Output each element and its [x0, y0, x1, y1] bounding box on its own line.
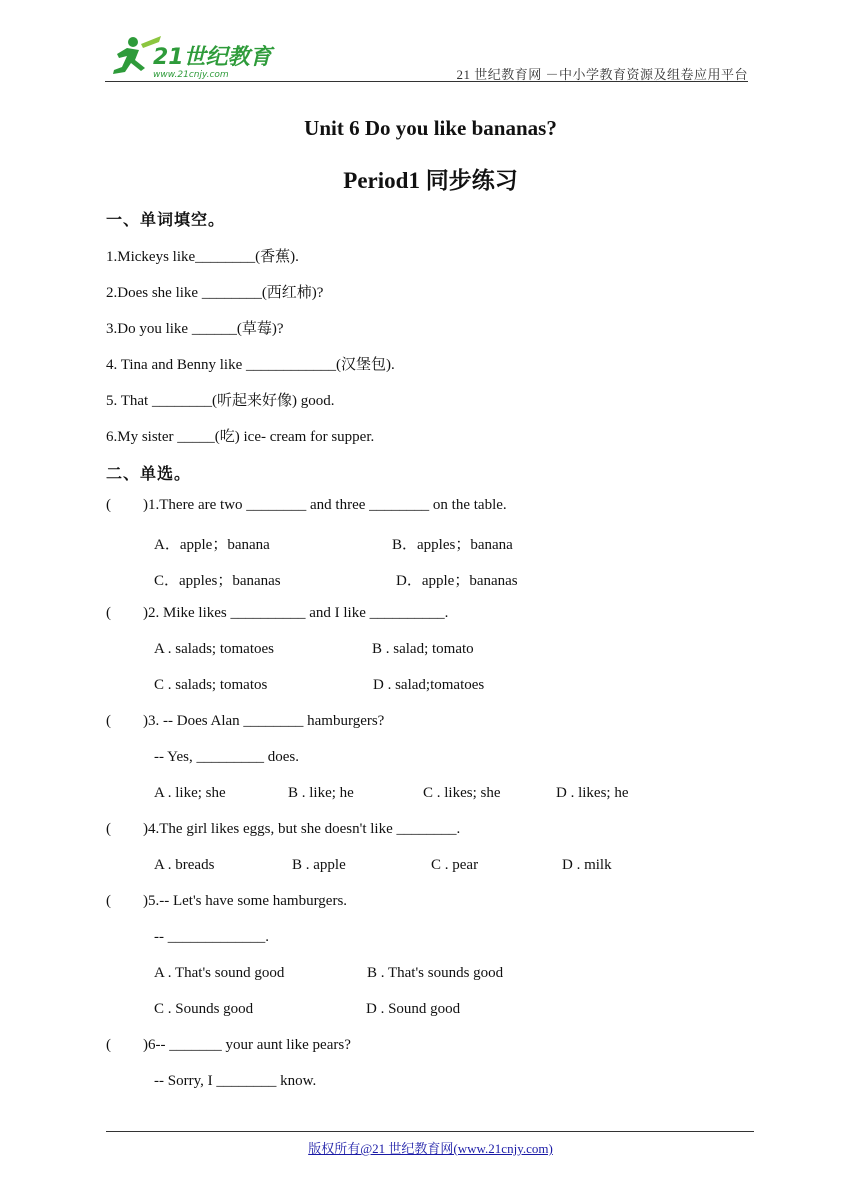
fill-item-2: 2.Does she like ________(西红柿)?	[106, 285, 324, 301]
question-6-reply: -- Sorry, I ________ know.	[154, 1073, 317, 1089]
question-2-stem: )2. Mike likes __________ and I like __________.	[143, 605, 449, 621]
answer-paren: (	[106, 497, 111, 513]
q1-option-a: A．apple；banana	[154, 537, 270, 553]
q4-option-d: D . milk	[562, 857, 612, 873]
header-divider	[105, 81, 748, 82]
question-1-stem: )1.There are two ________ and three ________ on the table.	[143, 497, 507, 513]
q4-option-b: B . apple	[292, 857, 346, 873]
q3-option-d: D . likes; he	[556, 785, 629, 801]
question-3-reply: -- Yes, _________ does.	[154, 749, 300, 765]
question-5-reply: -- _____________.	[154, 929, 269, 945]
q3-option-c: C . likes; she	[423, 785, 501, 801]
q5-option-d: D . Sound good	[366, 1001, 461, 1017]
logo-url: www.21cnjy.com	[153, 70, 229, 80]
fill-item-5: 5. That ________(听起来好像) good.	[106, 393, 335, 409]
q2-option-b: B . salad; tomato	[372, 641, 474, 657]
footer-divider	[106, 1131, 754, 1132]
q2-option-a: A . salads; tomatoes	[154, 641, 274, 657]
fill-item-6: 6.My sister _____(吃) ice- cream for supper.	[106, 429, 375, 445]
q2-option-c: C . salads; tomatos	[154, 677, 268, 693]
question-4-stem: )4.The girl likes eggs, but she doesn't like ________.	[143, 821, 461, 837]
q1-option-c: C．apples；bananas	[154, 573, 281, 589]
fill-item-1: 1.Mickeys like________(香蕉).	[106, 249, 299, 265]
header-site-text: 21 世纪教育网 －中小学教育资源及组卷应用平台	[456, 67, 748, 82]
copyright-link[interactable]: 版权所有@21 世纪教育网(www.21cnjy.com)	[308, 1141, 553, 1156]
q2-option-d: D . salad;tomatoes	[373, 677, 485, 693]
q1-option-b: B．apples；banana	[392, 537, 513, 553]
question-3-stem: )3. -- Does Alan ________ hamburgers?	[143, 713, 385, 729]
answer-paren: (	[106, 1037, 111, 1053]
q4-option-a: A . breads	[154, 857, 215, 873]
q5-option-b: B . That's sounds good	[367, 965, 504, 981]
answer-paren: (	[106, 713, 111, 729]
answer-paren: (	[106, 893, 111, 909]
section1-heading: 一、单词填空。	[106, 212, 226, 229]
logo-text: 21世纪教育	[153, 45, 272, 70]
worksheet-subtitle: Period1 同步练习	[343, 168, 518, 193]
q5-option-a: A . That's sound good	[154, 965, 285, 981]
fill-item-4: 4. Tina and Benny like ____________(汉堡包).	[106, 357, 395, 373]
answer-paren: (	[106, 821, 111, 837]
site-logo	[105, 34, 285, 82]
q3-option-b: B . like; he	[288, 785, 354, 801]
section2-heading: 二、单选。	[106, 466, 192, 483]
q1-option-d: D．apple；bananas	[396, 573, 518, 589]
q3-option-a: A . like; she	[154, 785, 226, 801]
q4-option-c: C . pear	[431, 857, 479, 873]
answer-paren: (	[106, 605, 111, 621]
question-6-stem: )6-- _______ your aunt like pears?	[143, 1037, 351, 1053]
fill-item-3: 3.Do you like ______(草莓)?	[106, 321, 284, 337]
worksheet-title: Unit 6 Do you like bananas?	[304, 116, 557, 140]
q5-option-c: C . Sounds good	[154, 1001, 254, 1017]
question-5-stem: )5.-- Let's have some hamburgers.	[143, 893, 348, 909]
